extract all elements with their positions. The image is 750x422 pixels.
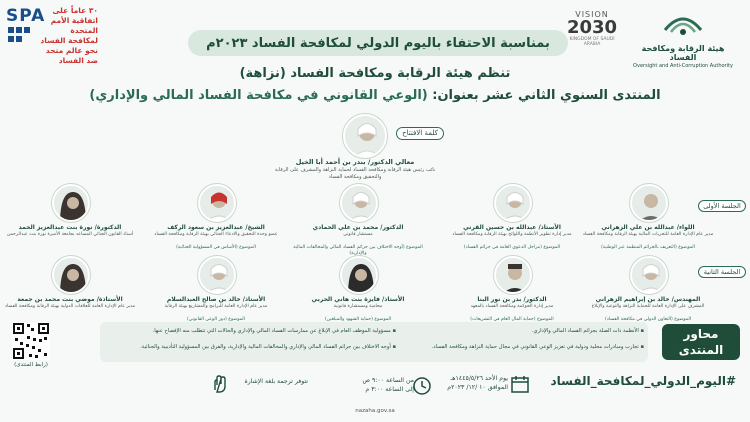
person-icon [200, 258, 236, 294]
nazaha-mark-icon [661, 8, 705, 38]
date-gregorian: الموافق ١٠ /١٢/ ٢٠٢٣م [447, 384, 508, 391]
sign-language-note: تتوفر ترجمة بلغة الإشارة [244, 378, 308, 385]
speaker-role: عضو وحدة التحقيق والادعاء الجنائي بهيئة الرقابة ومكافحة الفساد [154, 232, 278, 237]
sign-language-icon [210, 374, 230, 394]
person-icon [496, 186, 532, 222]
person-icon [345, 116, 387, 158]
time-end: إلى الساعة ٣:٠٠ م [365, 386, 414, 393]
speaker-name: الشيخ/ عبدالعزيز بن سعود الركف [167, 224, 265, 231]
organizer-line: تنظم هيئة الرقابة ومكافحة الفساد (نزاهة) [239, 66, 511, 81]
vision-year: 2030 [566, 17, 618, 38]
clock-icon [412, 376, 432, 396]
person-icon [632, 186, 668, 222]
person-icon [342, 258, 378, 294]
speaker-role: المشرف على الإدارة العامة للحماية النزاهة والتوعية والإبلاغ [591, 304, 705, 309]
speaker-role: أستاذ القانون الجنائي المساعد بجامعة الأميرة نورة بنت عبدالرحمن [6, 232, 134, 237]
forum-title [0, 88, 750, 103]
speaker-photo [52, 256, 90, 294]
event-date [432, 374, 508, 392]
website-link[interactable]: nazaha.gov.sa [355, 408, 395, 414]
calendar-icon [510, 374, 530, 394]
speaker-topic: الموضوع (حماية الشهود والمبلغين) [324, 317, 392, 322]
speaker-name: الأستاذ/ عبدالله بن حسين القرني [463, 224, 561, 231]
speaker-photo [494, 256, 532, 294]
speaker-topic: الموضوع (التعريف بالجرائم المنظمة عبر الوطنية) [601, 245, 695, 250]
nazaha-english-name: Oversight and Anti-Corruption Authority [633, 63, 733, 69]
speaker-role: محامية ومستشارة قانونية [333, 304, 383, 309]
person-icon [632, 258, 668, 294]
speaker-name: الأستاذ/ خالد بن صالح العبدالسلام [166, 296, 266, 303]
speaker-photo [340, 256, 378, 294]
speaker-photo [494, 184, 532, 222]
opening-word-label: كلمة الافتتاح [396, 127, 444, 140]
speaker-photo [630, 184, 668, 222]
speaker-photo [52, 184, 90, 222]
speaker-name: الأستاذ/ فايزة بنت هاني الحربي [311, 296, 405, 303]
speaker-topic: الموضوع (أوجه الاختلاف بين جرائم الفساد المالي والمخالفات المالية والإدارية) [293, 245, 423, 256]
speaker-topic: الموضوع (التعاون الدولي في مكافحة الفساد) [605, 317, 691, 322]
forum-title-prefix: المنتدى السنوي الثاني عشر بعنوان: [432, 88, 661, 103]
qr-code[interactable] [12, 322, 50, 360]
vision-subtitle: KINGDOM OF SAUDI ARABIA [569, 37, 615, 47]
speaker-name: الدكتورة/ نورة بنت عبدالعزيز الحمد [18, 224, 122, 231]
speaker-name: الدكتور/ محمد بن علي الحمادي [312, 224, 404, 231]
vision-word: VISION [575, 10, 609, 19]
forum-theme: (الوعي القانوني في مكافحة الفساد المالي والإداري) [89, 88, 428, 103]
themes-label: محاور المنتدى [662, 324, 740, 360]
theme-item: ▪ مسؤولية الموظف العام في الإبلاغ عن ممارسات الفساد المالي والإداري والحالات التي تتطلب منه الإفصاح عنها. [106, 328, 396, 335]
person-icon [200, 186, 236, 222]
speaker-topic: الموضوع (مراحل الدعوى العامة في جرائم الفساد) [463, 245, 561, 250]
speaker-role: مدير عام الإدارة العامة للتحريات المالية بهيئة الرقابة ومكافحة الفساد [582, 232, 714, 237]
date-hijri: يوم الأحد ١٤٤٥/٥/٢٦هـ [450, 375, 508, 382]
opening-speaker-title: نائب رئيس هيئة الرقابة ومكافحة الفساد لحماية النزاهة والمشرف على الرقابة والتحقيق ومكافحة الفساد [274, 167, 436, 180]
vision-2030-logo [562, 10, 622, 47]
speaker-topic: الموضوع (دور الوعي القانوني) [187, 317, 245, 322]
speaker-photo [198, 256, 236, 294]
opening-speaker-name: معالي الدكتور/ بندر بن أحمد أبا الخيل [295, 158, 415, 166]
speaker-name: المهندس/ خالد بن إبراهيم الزهراني [595, 296, 701, 303]
speaker-role: مستشار قانوني [343, 232, 373, 237]
speaker-name: الدكتور/ بدر بن نور البنا [477, 296, 547, 303]
qr-label: (رابط المنتدى) [14, 362, 48, 368]
person-icon [496, 258, 532, 294]
person-icon [54, 186, 90, 222]
event-time [324, 376, 414, 394]
speaker-name: اللواء/ عبدالله بن علي الزهراني [601, 224, 695, 231]
opening-speaker-photo [343, 114, 387, 158]
qr-code-icon [12, 322, 50, 360]
person-icon [342, 186, 378, 222]
nazaha-logo [628, 8, 738, 69]
speaker-photo [198, 184, 236, 222]
session-second-tag: الجلسة الثانية [698, 266, 746, 278]
spa-logo-text: SPA [6, 6, 46, 26]
speaker-photo [630, 256, 668, 294]
title-banner [188, 30, 568, 56]
speaker-photo [340, 184, 378, 222]
person-icon [54, 258, 90, 294]
nazaha-name: هيئة الرقابة ومكافحة الفساد [641, 44, 725, 62]
page-title: بمناسبة الاحتفاء باليوم الدولي لمكافحة الفساد ٢٠٢٣م [206, 35, 550, 51]
speaker-role: مدير إدارة تطوير الأنظمة واللوائح بهيئة الرقابة ومكافحة الفساد [452, 232, 572, 237]
speaker-role: مدير عام الإدارة العامة للبرامج والمشاريع بهيئة الرقابة [164, 304, 268, 309]
theme-item: ▪ الأنظمة ذات الصلة بجرائم الفساد المالي والإداري. [400, 328, 644, 335]
speaker-topic: الموضوع (الأساس في المسؤولية الجنائية) [176, 245, 256, 250]
speaker-name: الأستاذة/ موضي بنت محمد بن جمعة [17, 296, 123, 303]
event-hashtag[interactable]: #اليوم_الدولي_لمكافحة_الفساد [550, 374, 736, 388]
spa-tagline: ٣٠ عاماً على اتفاقية الأمم المتحدة لمكافحة الفساد نحو عالم متحد ضد الفساد [40, 6, 98, 65]
speaker-role: مدير إدارة الحوكمة ومكافحة الفساد بالمعهد [470, 304, 554, 309]
theme-item: ▪ أوجه الاختلاف بين جرائم الفساد المالي والإداري والمخالفات المالية والإدارية، والفرق بين المسؤولية التأديبية والجنائية. [106, 344, 396, 351]
speaker-role: مدير عام الإدارة العامة للعلاقات الدولية بهيئة الرقابة ومكافحة الفساد [4, 304, 136, 309]
speaker-topic: الموضوع (حماية المال العام في التشريعات) [470, 317, 554, 322]
session-first-tag: الجلسة الأولى [698, 200, 746, 212]
theme-item: ▪ تجارب ومبادرات محلية ودولية في تعزيز الوعي القانوني في مجال حماية النزاهة ومكافحة الفساد. [400, 344, 644, 351]
time-start: من الساعة ٩:٠٠ ص [362, 377, 414, 384]
